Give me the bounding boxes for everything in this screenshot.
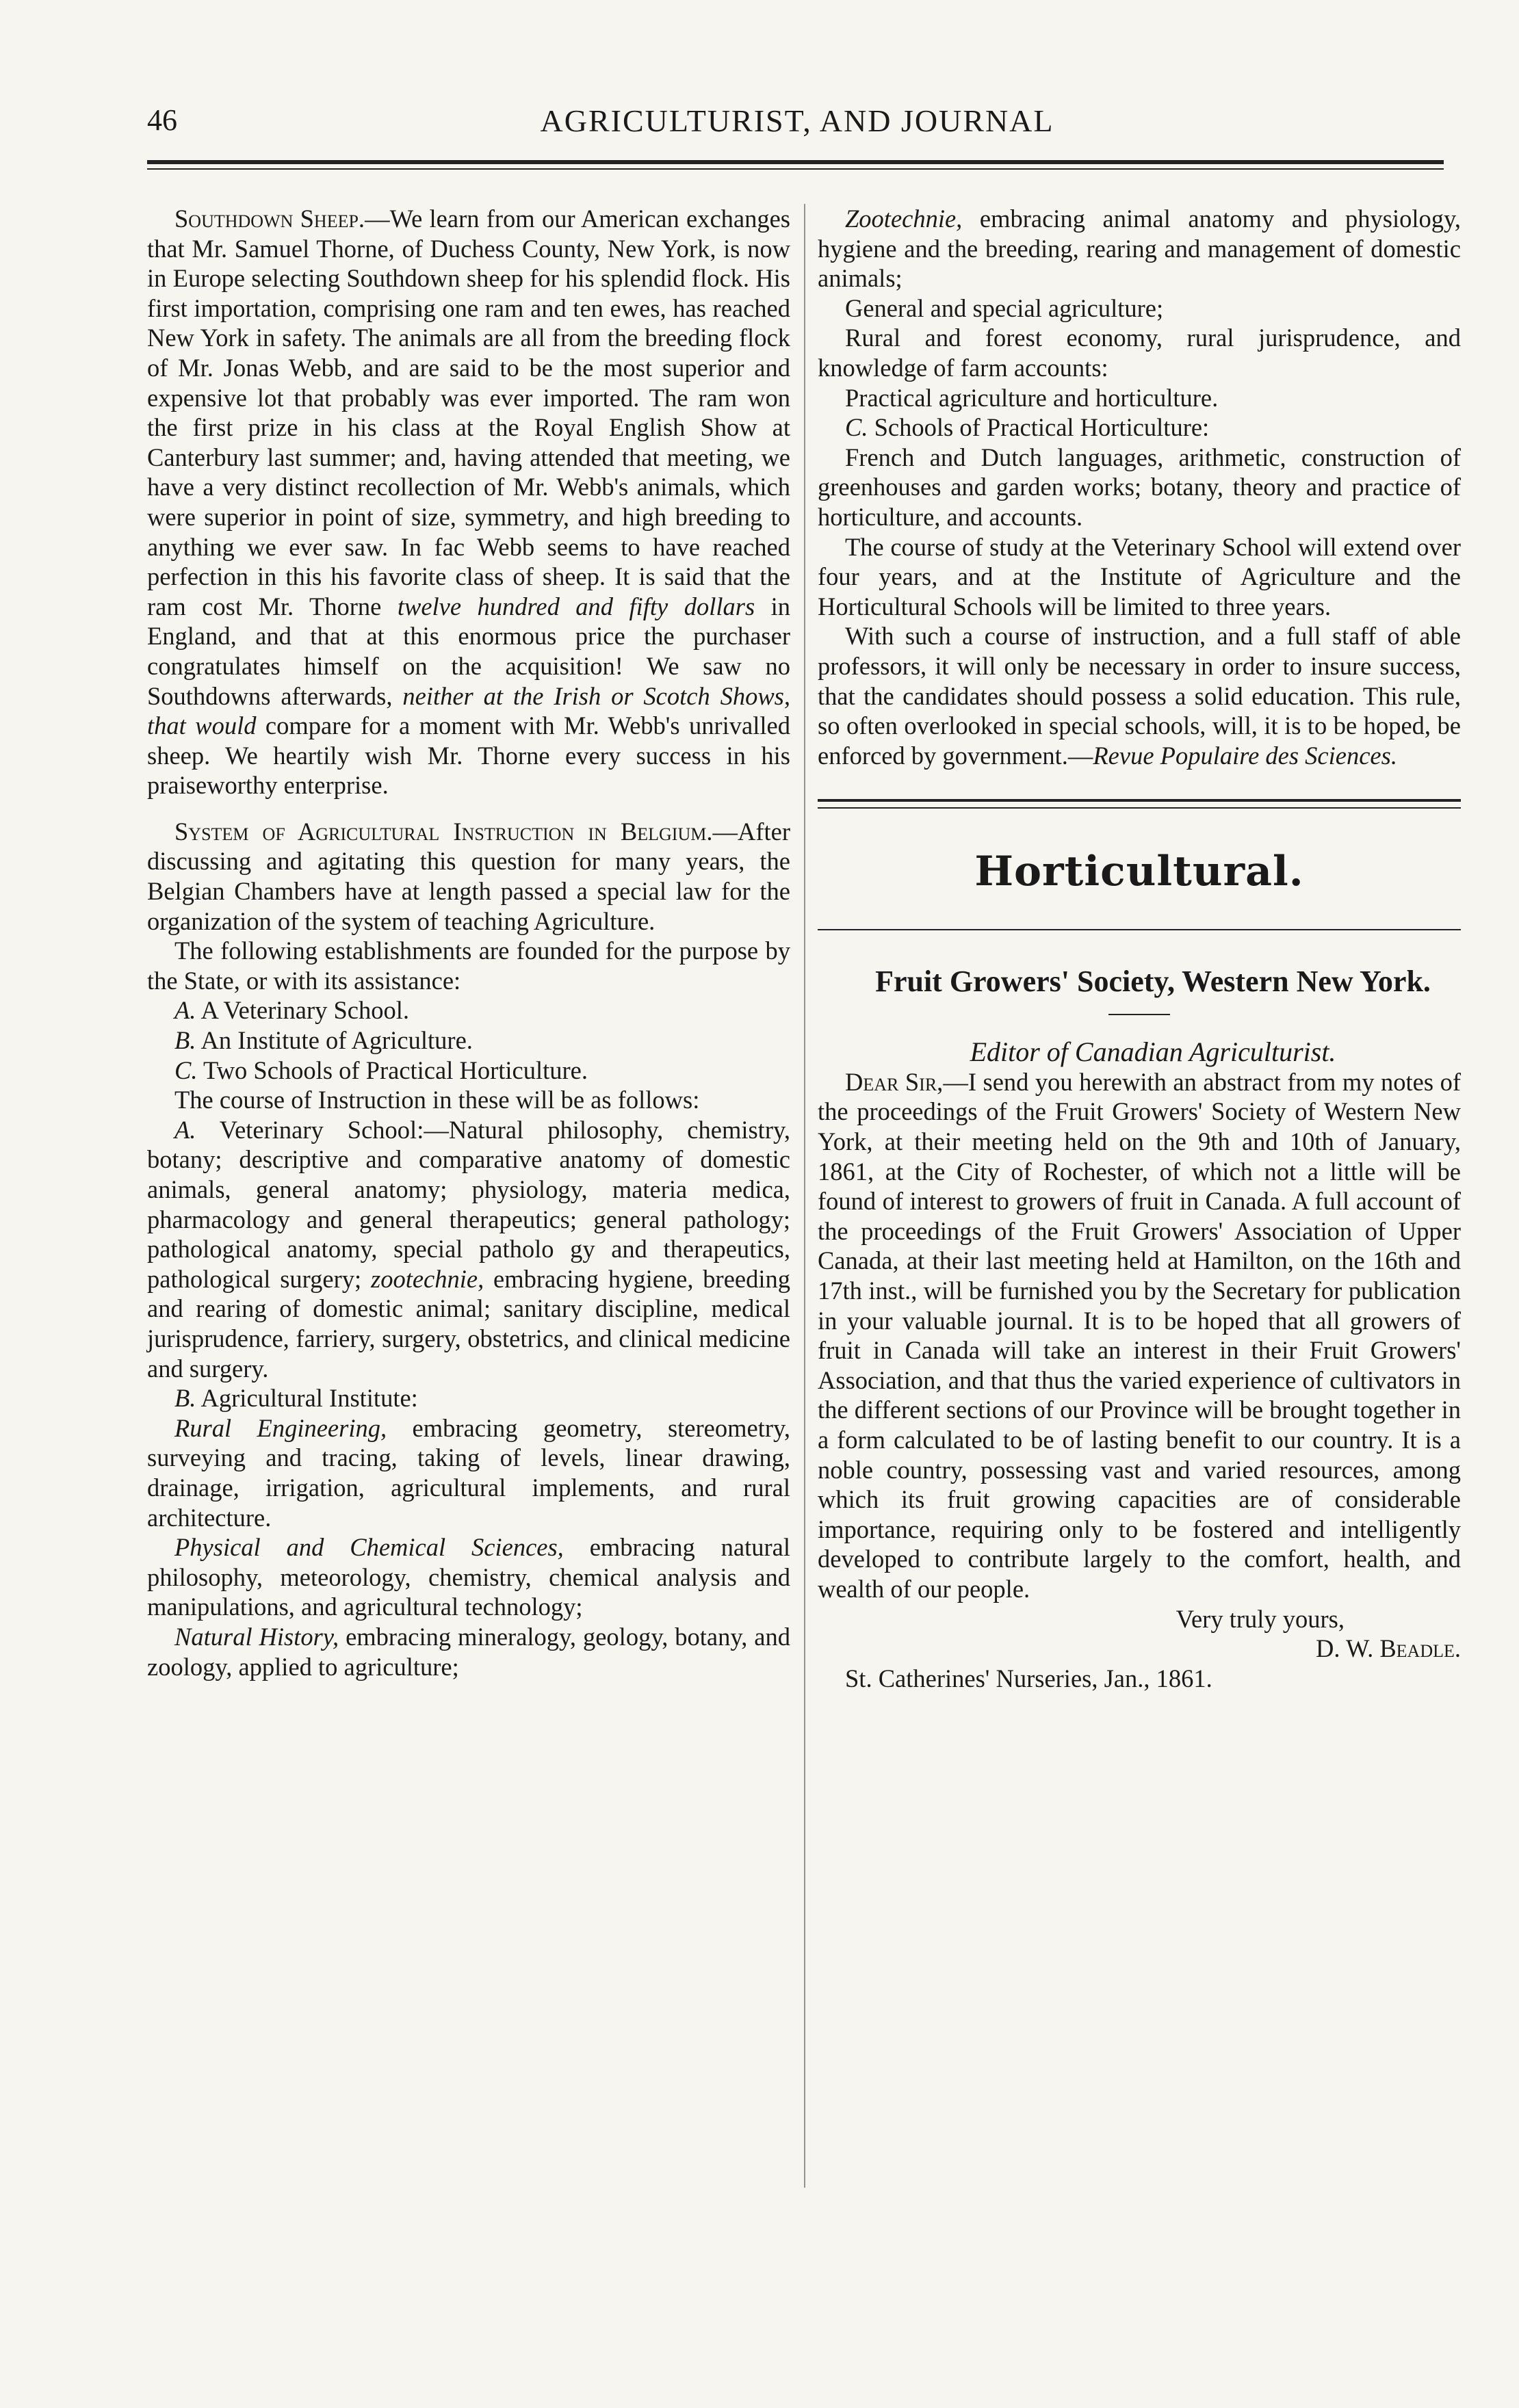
- veterinary-paragraph: [147, 1115, 790, 1383]
- running-title: AGRICULTURIST, AND JOURNAL: [540, 103, 1054, 138]
- schools-letter: C.: [845, 413, 868, 442]
- physical-sciences-label: Physical and Chemical Sciences,: [174, 1533, 564, 1562]
- schools-paragraph: [818, 413, 1461, 443]
- vet-letter: A.: [174, 1115, 196, 1144]
- closing: Very truly yours,: [1176, 1604, 1345, 1633]
- institute-paragraph: [147, 1383, 790, 1413]
- list-item-c: [147, 1056, 790, 1086]
- right-column: [818, 204, 1461, 1693]
- practical-agriculture: Practical agriculture and horticulture.: [845, 383, 1219, 412]
- southdown-text-2: in England, and that at this enormous price the purchaser congratulates himself on the acquisition! We saw no Southdowns afterwards,: [147, 592, 791, 710]
- vet-text-2: embracing hygiene, breeding and rearing of domestic animal; sanitary discipline, medical jurisprudence, farriery, surgery, obstetrics, and clinical medicine and surgery.: [147, 1264, 791, 1383]
- rural-engineering-label: Rural Engineering,: [174, 1413, 387, 1442]
- southdown-paragraph: [147, 204, 790, 800]
- list-letter-b: B.: [174, 1026, 196, 1055]
- column-divider: [804, 204, 805, 2188]
- signature: D. W. Beadle.: [1316, 1634, 1461, 1663]
- salutation: Dear Sir,: [845, 1067, 944, 1096]
- physical-sciences-paragraph: [147, 1532, 790, 1622]
- vet-zootechnie: zootechnie,: [370, 1264, 484, 1293]
- course-intro: The course of Instruction in these will be as follows:: [174, 1086, 700, 1114]
- title-rule: [1108, 1014, 1170, 1015]
- system-heading: System of Agricultural Instruction in Belgium.: [174, 817, 713, 846]
- rural-engineering-paragraph: [147, 1413, 790, 1532]
- source-citation: Revue Populaire des Sciences.: [1093, 741, 1397, 770]
- page-number: 46: [147, 103, 177, 137]
- editor-line: Editor of Canadian Agriculturist.: [970, 1036, 1336, 1068]
- list-letter-c: C.: [174, 1056, 198, 1084]
- southdown-heading: Southdown Sheep.: [174, 205, 365, 233]
- letter-text: —I send you herewith an abstract from my notes of the proceedings of the Fruit Growers' Society of Western New York, at their meeting held on the 9th and 10th of January, 1861, at the City of Rochester, of which not a little will be found of interest to growers of fruit in Canada. A full account of the proceedings of the Fruit Growers' Association of Upper Canada, at their last meeting held at Hamilton, on the 16th and 17th inst., will be furnished you by the Secretary for publication in your valuable journal. It is to be hoped that all growers of fruit in Canada will take an interest in their Fruit Growers' Association, and that thus the varied experience of cultivators in the different sections of our Province will be brought together in a form calculated to be of lasting benefit to our country. It is a noble country, possessing vast and varied resources, among which its fruit growing capacities are of considerable importance, requiring only to be fostered and intelligently developed to contribute largely to the comfort, health, and wealth of our people.: [818, 1067, 1461, 1603]
- letter-body: [818, 1067, 1461, 1604]
- article-title: Fruit Growers' Society, Western New York.: [875, 965, 1431, 999]
- list-letter-a: A.: [174, 996, 196, 1025]
- header-rule-thick: [147, 160, 1444, 164]
- rural-forest: Rural and forest economy, rural jurisprudence, and knowledge of farm accounts:: [818, 324, 1461, 382]
- list-item-b: [147, 1025, 790, 1056]
- zootechnie-label: Zootechnie,: [845, 205, 963, 233]
- southdown-price: twelve hundred and fifty dollars: [397, 592, 755, 620]
- section-rule: [818, 799, 1461, 809]
- section-underline: [818, 929, 1461, 930]
- natural-history-label: Natural History,: [174, 1622, 339, 1651]
- system-paragraph: [147, 817, 790, 936]
- left-column: [147, 204, 790, 1681]
- list-text-a: A Veterinary School.: [196, 996, 409, 1025]
- inst-letter: B.: [174, 1384, 196, 1413]
- inst-text: Agricultural Institute:: [196, 1384, 418, 1413]
- natural-history-text: embracing mineralogy, geology, botany, and zoology, applied to agriculture;: [147, 1622, 790, 1681]
- staff-paragraph: [818, 621, 1461, 770]
- system-paragraph-2: The following establishments are founded for the purpose by the State, or with its assistance:: [147, 937, 790, 995]
- page-header: [147, 103, 1447, 150]
- physical-sciences-text: embracing natural philosophy, meteorology, chemistry, chemical analysis and manipulations, and agricultural technology;: [147, 1533, 790, 1621]
- system-text: —After discussing and agitating this question for many years, the Belgian Chambers have at length passed a special law for the organization of the system of teaching Agriculture.: [147, 817, 790, 935]
- list-text-c: Two Schools of Practical Horticulture.: [197, 1056, 588, 1084]
- course-study-paragraph: The course of study at the Veterinary School will extend over four years, and at the Institute of Agriculture and the Horticultural Schools will be limited to three years.: [818, 532, 1461, 620]
- zootechnie-text: embracing animal anatomy and physiology, hygiene and the breeding, rearing and management of domestic animals;: [818, 205, 1461, 293]
- rural-engineering-text: embracing geometry, stereometry, surveying and tracing, taking of levels, linear drawing, drainage, irrigation, agricultural implements, and rural architecture.: [147, 1413, 790, 1532]
- vet-text: Veterinary School:—Natural philosophy, chemistry, botany; descriptive and comparative anatomy of domestic animals, general anatomy; physiology, materia medica, pharmacology and general therapeutics; general pathology; pathological anatomy, special patholo gy and therapeutics, pathological surgery;: [147, 1115, 790, 1293]
- list-text-b: An Institute of Agriculture.: [196, 1026, 473, 1055]
- place-date: St. Catherines' Nurseries, Jan., 1861.: [845, 1664, 1212, 1692]
- southdown-italic: neither at the Irish or Scotch Shows, that would: [147, 681, 791, 740]
- header-rule-thin: [147, 168, 1444, 170]
- schools-text: Schools of Practical Horticulture:: [868, 413, 1210, 442]
- list-item-a: [147, 995, 790, 1025]
- natural-history-paragraph: [147, 1622, 790, 1681]
- southdown-text-3: compare for a moment with Mr. Webb's unrivalled sheep. We heartily wish Mr. Thorne every success in his praiseworthy enterprise.: [147, 711, 790, 800]
- southdown-text: —We learn from our American exchanges that Mr. Samuel Thorne, of Duchess County, New York, is now in Europe selecting Southdown sheep for his splendid flock. His first importation, comprising one ram and ten ewes, has reached New York in safety. The animals are all from the breeding flock of Mr. Jonas Webb, and are said to be the most superior and expensive lot that probably was ever imported. The ram won the first prize in his class at the Royal English Show at Canterbury last summer; and, having attended that meeting, we have a very distinct recollection of Mr. Webb's animals, which were superior in point of size, symmetry, and high breeding to anything we ever saw. In fac Webb seems to have reached perfection in this his favorite class of sheep. It is said that the ram cost Mr. Thorne: [147, 205, 790, 620]
- section-title: Horticultural.: [974, 848, 1304, 896]
- french-dutch-paragraph: French and Dutch languages, arithmetic, construction of greenhouses and garden works; botany, theory and practice of horticulture, and accounts.: [818, 443, 1461, 531]
- zootechnie-paragraph: [818, 204, 1461, 293]
- staff-text: With such a course of instruction, and a full staff of able professors, it will only be necessary in order to insure success, that the candidates should possess a solid education. This rule, so often overlooked in special schools, will, it is to be hoped, be enforced by government.—: [818, 622, 1461, 770]
- general-agriculture: General and special agriculture;: [845, 293, 1164, 322]
